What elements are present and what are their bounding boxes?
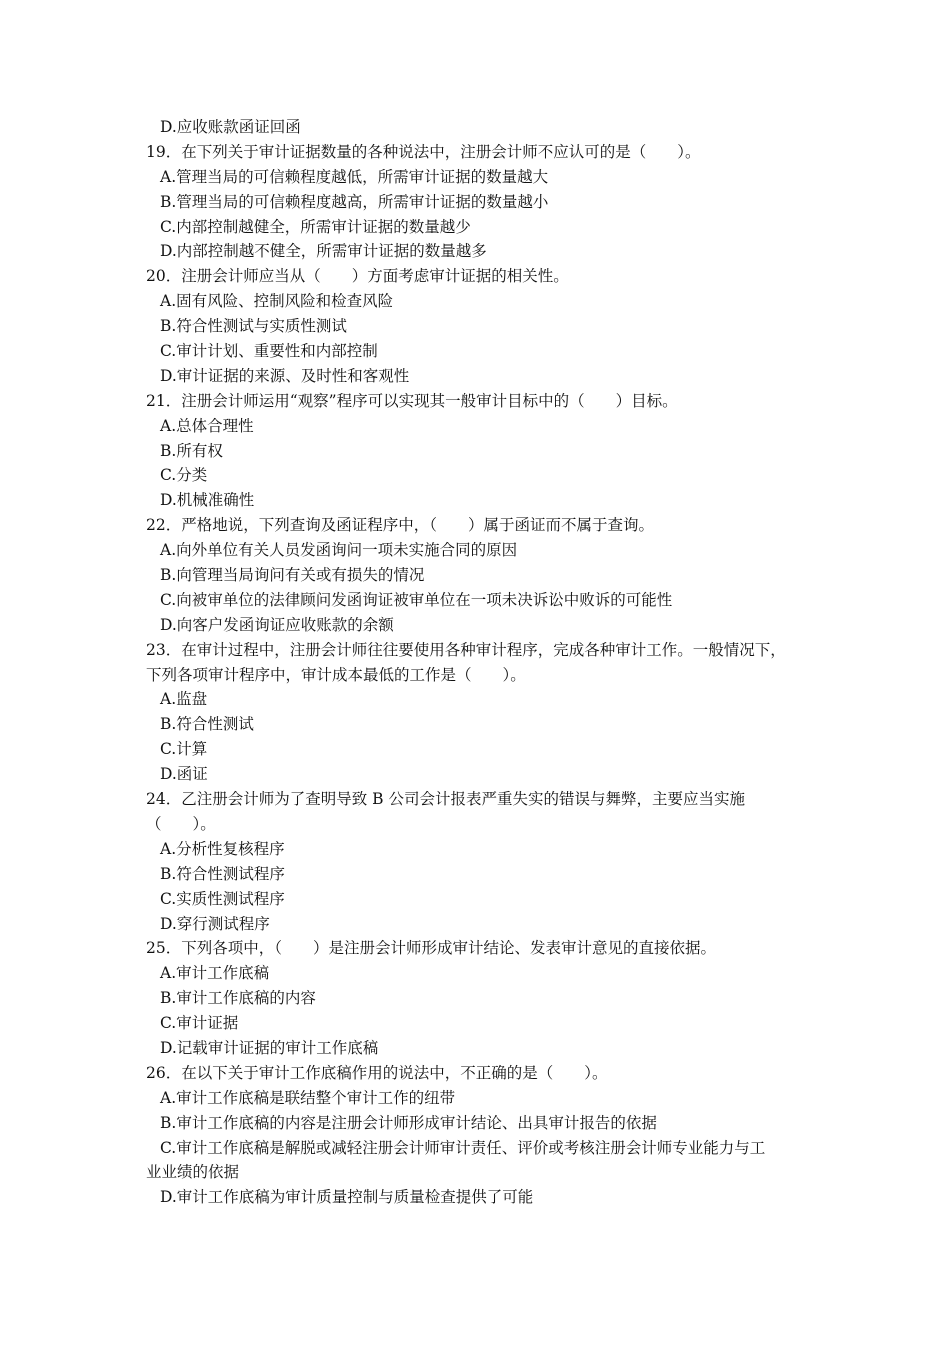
answer-option: D.记载审计证据的审计工作底稿: [160, 1038, 379, 1057]
answer-option: A.审计工作底稿: [160, 964, 270, 983]
answer-option: C.向被审单位的法律顾问发函询证被审单位在一项未决诉讼中败诉的可能性: [160, 590, 673, 609]
question-text: 25．下列各项中，（ ）是注册会计师形成审计结论、发表审计意见的直接依据。: [146, 939, 716, 958]
question-text: 26．在以下关于审计工作底稿作用的说法中，不正确的是（ ）。: [146, 1063, 608, 1082]
answer-option: D.审计证据的来源、及时性和客观性: [160, 366, 410, 385]
document-page: [146, 115, 816, 1210]
answer-option: B.审计工作底稿的内容是注册会计师形成审计结论、出具审计报告的依据: [160, 1113, 657, 1132]
answer-option: D.向客户发函询证应收账款的余额: [160, 615, 394, 634]
answer-option: A.分析性复核程序: [160, 839, 285, 858]
question-text: 24．乙注册会计师为了查明导致 B 公司会计报表严重失实的错误与舞弊，主要应当实施: [146, 790, 745, 809]
answer-option: A.审计工作底稿是联结整个审计工作的纽带: [160, 1088, 456, 1107]
answer-option: C.审计计划、重要性和内部控制: [160, 342, 378, 361]
question-text: 22．严格地说，下列查询及函证程序中，（ ）属于函证而不属于查询。: [146, 516, 654, 535]
answer-option: D.应收账款函证回函: [160, 118, 301, 136]
answer-option: D.穿行测试程序: [160, 914, 270, 933]
answer-option: B.管理当局的可信赖程度越高，所需审计证据的数量越小: [160, 192, 549, 211]
question-text: 20．注册会计师应当从（ ）方面考虑审计证据的相关性。: [146, 267, 569, 286]
answer-option: C.内部控制越健全，所需审计证据的数量越少: [160, 217, 471, 236]
answer-option: A.固有风险、控制风险和检查风险: [160, 292, 394, 311]
question-text: 19．在下列关于审计证据数量的各种说法中，注册会计师不应认可的是（ ）。: [146, 142, 701, 161]
answer-option: B.所有权: [160, 441, 223, 460]
answer-option: B.符合性测试: [160, 715, 254, 734]
answer-option: D.审计工作底稿为审计质量控制与质量检查提供了可能: [160, 1188, 534, 1207]
answer-option: C.审计工作底稿是解脱或减轻注册会计师审计责任、评价或考核注册会计师专业能力与工: [160, 1138, 766, 1157]
answer-option: D.机械准确性: [160, 491, 255, 510]
answer-option: B.符合性测试程序: [160, 864, 285, 883]
answer-option: B.审计工作底稿的内容: [160, 989, 316, 1008]
answer-option: C.分类: [160, 466, 208, 485]
question-text: 业业绩的依据: [146, 1163, 240, 1182]
answer-option: C.审计证据: [160, 1014, 239, 1033]
answer-option: C.实质性测试程序: [160, 889, 285, 908]
question-text: （ ）。: [146, 814, 216, 833]
answer-option: A.监盘: [160, 690, 208, 709]
answer-option: A.总体合理性: [160, 416, 254, 435]
answer-option: C.计算: [160, 740, 208, 759]
answer-option: B.符合性测试与实质性测试: [160, 317, 347, 336]
answer-option: A.管理当局的可信赖程度越低，所需审计证据的数量越大: [160, 167, 549, 186]
answer-option: D.函证: [160, 765, 208, 784]
question-text: 21．注册会计师运用“观察”程序可以实现其一般审计目标中的（ ）目标。: [146, 391, 678, 410]
answer-option: B.向管理当局询问有关或有损失的情况: [160, 566, 425, 585]
answer-option: D.内部控制越不健全，所需审计证据的数量越多: [160, 242, 487, 261]
question-text: 下列各项审计程序中，审计成本最低的工作是（ ）。: [146, 665, 526, 684]
question-text: 23．在审计过程中，注册会计师往往要使用各种审计程序，完成各种审计工作。一般情况下，: [146, 640, 786, 659]
answer-option: A.向外单位有关人员发函询问一项未实施合同的原因: [160, 541, 518, 560]
